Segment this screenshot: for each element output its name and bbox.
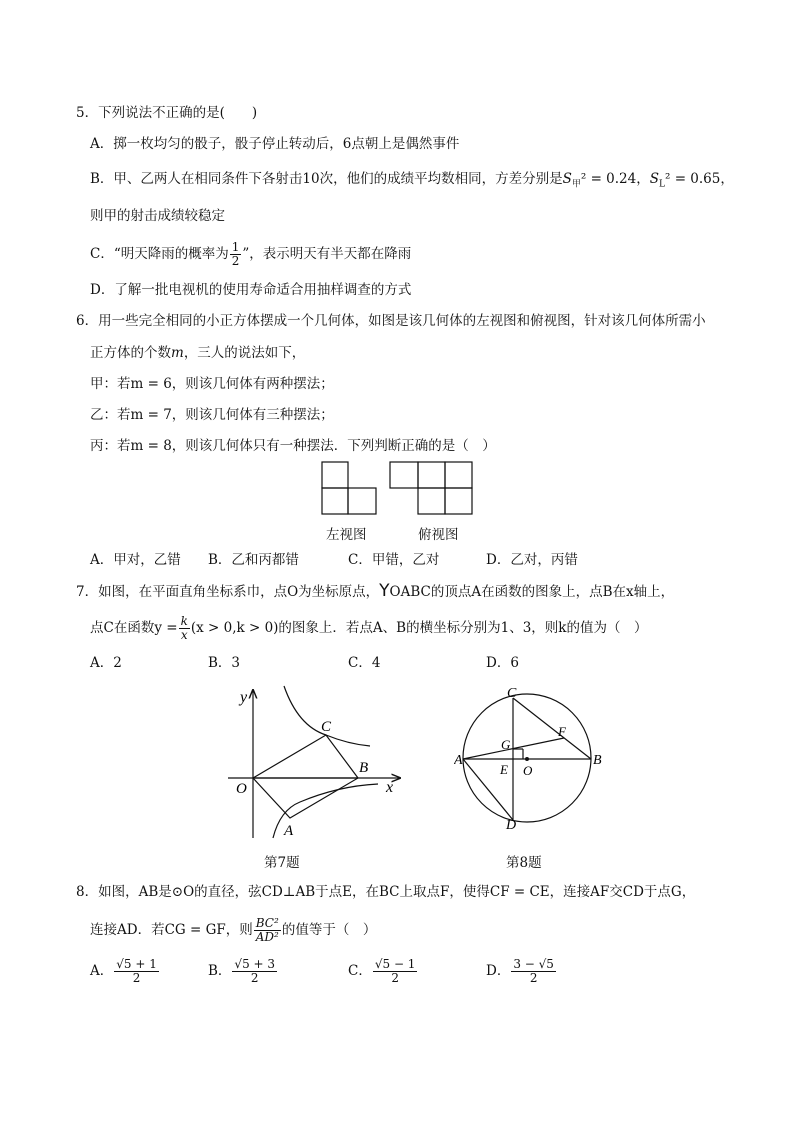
- q6-option-c: C．甲错，乙对: [348, 552, 440, 568]
- q8-stem-post: 的值等于（ ）: [281, 922, 377, 938]
- q8-ratio-den: AD²: [255, 930, 279, 944]
- q7-stem-line1: [76, 582, 674, 601]
- q5-variance-s1-sub: 甲: [571, 179, 581, 190]
- q8-option-b-num: √5 + 3: [234, 957, 276, 971]
- label-b: B: [359, 760, 369, 776]
- q7-caption: 第7题: [264, 855, 300, 871]
- q6-top-view-label: 俯视图: [418, 527, 459, 543]
- q6-top-view-figure: [388, 460, 474, 518]
- q8-option-a: [90, 954, 160, 988]
- q7-stem-post: OABC的顶点A在函数的图象上，点B在x轴上，: [389, 584, 675, 600]
- q7-option-c: C．4: [348, 655, 381, 671]
- q8-option-a-num: √5 + 1: [116, 957, 157, 971]
- q5-option-b: [90, 170, 734, 194]
- q8-ratio-fraction: [254, 917, 281, 944]
- q6-stem-line2: [90, 344, 305, 362]
- label-c8: C: [507, 686, 517, 701]
- q8-stem-line1: 8．如图，AB是⊙O的直径，弦CD⊥AB于点E，在BC上取点F，使得CF = CE，连接AF交CD于点G，: [76, 884, 696, 900]
- center-point: [525, 757, 529, 761]
- label-y: y: [240, 689, 248, 706]
- q8-option-a-den: 2: [132, 971, 141, 985]
- chord-cb: [513, 698, 591, 759]
- q7-coordinate-figure: [228, 680, 408, 842]
- q6-stem-pre: 正方体的个数: [90, 345, 171, 361]
- q6-statement-jia: 甲：若m = 6，则该几何体有两种摆法；: [90, 376, 334, 392]
- label-x: x: [386, 779, 394, 796]
- q5-option-b-text: B．甲、乙两人在相同条件下各射击10次，他们的成绩平均数相同，方差分别是: [90, 171, 563, 187]
- q8-stem-pre: 连接AD．若CG = GF，则: [90, 922, 253, 938]
- q8-option-a-fraction: [114, 958, 159, 985]
- q7-stem-line2: [90, 611, 647, 645]
- q8-option-c-den: 2: [391, 971, 399, 985]
- q8-option-b-label: B．: [208, 963, 232, 979]
- q5-fraction-half: [230, 241, 242, 268]
- q5-option-b-line2: 则甲的射击成绩较稳定: [90, 208, 225, 224]
- q7-stem-pre: 7．如图，在平面直角坐标系巾，点O为坐标原点，: [76, 584, 380, 600]
- q8-option-d-label: D．: [486, 963, 511, 979]
- q5-fraction-den: 2: [231, 254, 240, 268]
- q8-option-d-den: 2: [529, 971, 538, 985]
- q8-option-d-num: 3 − √5: [513, 957, 554, 971]
- q8-ratio-num: BC²: [254, 917, 281, 931]
- q6-var-m: m: [171, 345, 184, 361]
- q7-func-post: (x > 0,k > 0)的图象上．若点A、B的横坐标分别为1、3，则k的值为（ ）: [190, 620, 648, 636]
- q6-option-d: D．乙对，丙错: [486, 552, 578, 568]
- q8-option-b-fraction: [232, 958, 277, 985]
- q7-option-a: A．2: [90, 655, 122, 671]
- label-o: O: [236, 781, 247, 797]
- q5-variance-s2: S: [649, 171, 659, 187]
- q5-option-c-post: ”，表示明天有半天都在降雨: [242, 246, 412, 262]
- q7-option-d: D．6: [486, 655, 519, 671]
- label-a8: A: [454, 753, 463, 768]
- q6-left-view-label: 左视图: [326, 527, 367, 543]
- q6-statement-bing: 丙：若m = 8，则该几何体只有一种摆法．下列判断正确的是（ ）: [90, 438, 496, 454]
- q7-frac-num: k: [180, 614, 188, 628]
- q7-frac-den: x: [180, 628, 188, 642]
- q5-variance-s2-sub: L: [659, 179, 665, 190]
- q6-option-a: A．甲对，乙错: [90, 552, 181, 568]
- label-g8: G: [501, 737, 511, 752]
- q7-option-b: B．3: [208, 655, 241, 671]
- q8-option-b: [208, 954, 278, 988]
- q8-option-c-num: √5 − 1: [374, 957, 416, 971]
- q8-caption: 第8题: [506, 855, 542, 871]
- q5-option-c: [90, 239, 411, 269]
- q8-stem-line2: [90, 912, 376, 948]
- parallelogram-icon: Y: [379, 581, 390, 601]
- q8-option-c-fraction: [373, 958, 418, 985]
- label-b8: B: [593, 753, 602, 768]
- q8-option-c-label: C．: [348, 963, 372, 979]
- parallelogram-oabc: [253, 735, 358, 818]
- label-a: A: [284, 823, 294, 839]
- q7-fraction-k-over-x: [179, 615, 190, 642]
- label-f8: F: [558, 724, 566, 739]
- q8-option-c: [348, 954, 418, 988]
- label-o8: O: [523, 763, 533, 778]
- q6-statement-yi: 乙：若m = 7，则该几何体有三种摆法；: [90, 407, 334, 423]
- q8-option-a-label: A．: [90, 963, 114, 979]
- q6-option-b: B．乙和丙都错: [208, 552, 299, 568]
- q5-variance-s2-value: ² = 0.65，: [664, 171, 734, 187]
- q5-option-c-pre: C．“明天降雨的概率为: [90, 246, 229, 262]
- q6-stem-line1: 6．用一些完全相同的小正方体摆成一个几何体，如图是该几何体的左视图和俯视图，针对该几何体所需小: [76, 313, 706, 329]
- q5-stem: 5．下列说法不正确的是( ): [76, 105, 258, 121]
- q8-circle-figure: [454, 686, 604, 831]
- q8-option-d: [486, 954, 557, 988]
- label-d8: D: [506, 818, 517, 831]
- q5-option-d: D．了解一批电视机的使用寿命适合用抽样调查的方式: [90, 282, 412, 298]
- q7-func-pre: 点C在函数y =: [90, 620, 178, 636]
- q6-stem-post: ，三人的说法如下，: [183, 345, 306, 361]
- q8-option-b-den: 2: [250, 971, 259, 985]
- q5-variance-s1: S: [562, 171, 572, 187]
- q5-variance-s1-value: ² = 0.24，: [580, 171, 650, 187]
- label-e8: E: [500, 762, 508, 777]
- q5-option-a: A．掷一枚均匀的骰子，骰子停止转动后，6点朝上是偶然事件: [90, 136, 460, 152]
- q8-option-d-fraction: [511, 958, 556, 985]
- q5-fraction-num: 1: [231, 240, 240, 254]
- label-c: C: [321, 719, 332, 735]
- q6-left-view-figure: [320, 460, 380, 518]
